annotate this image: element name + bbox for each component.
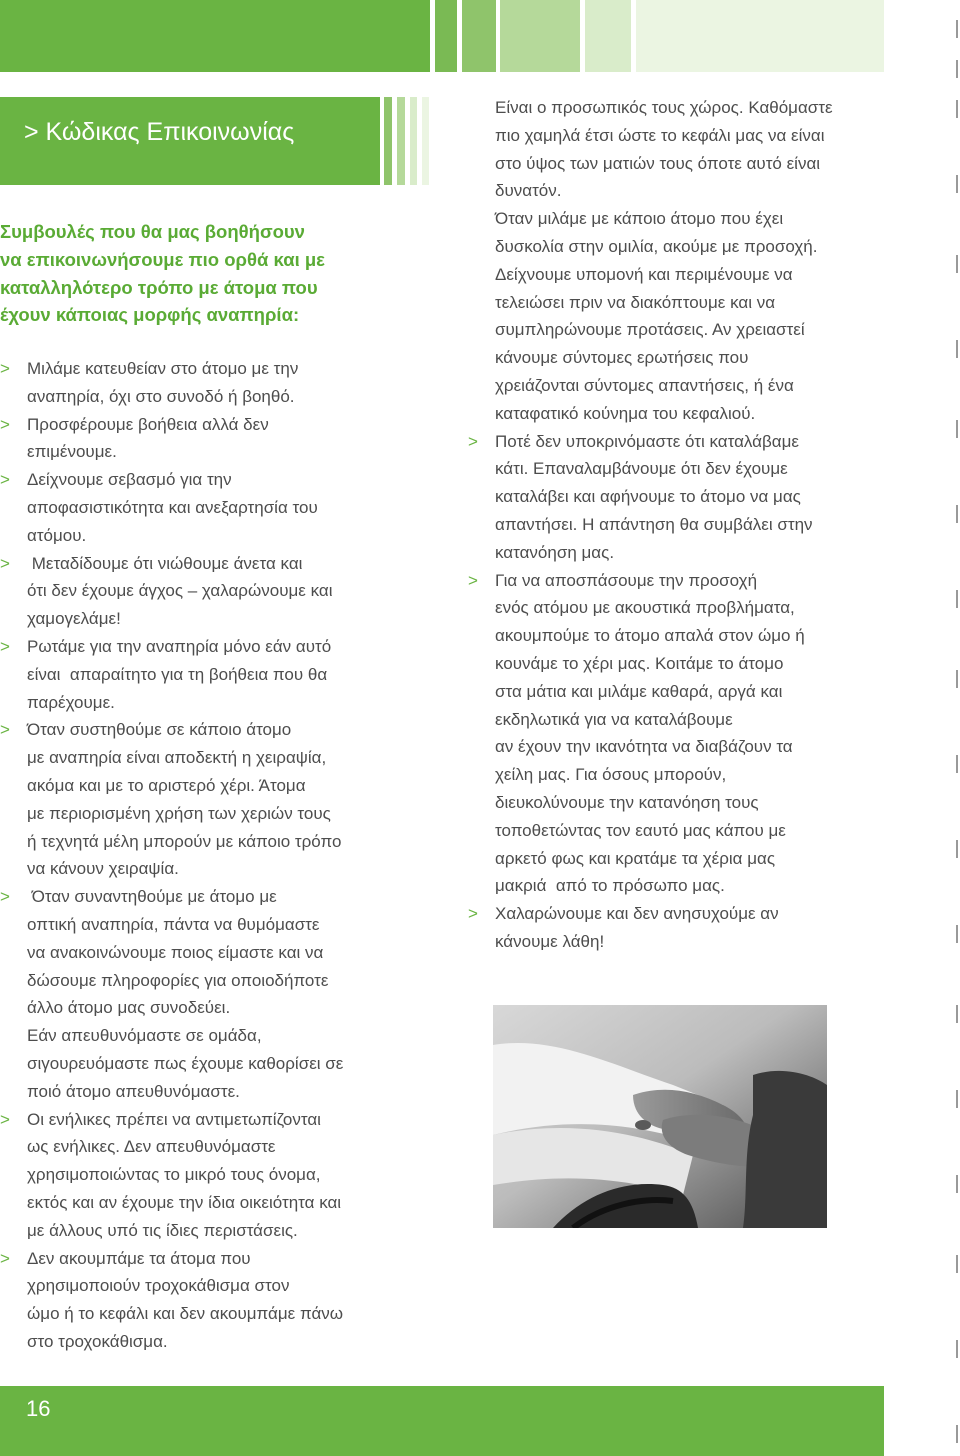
text-line: οπτική αναπηρία, πάντα να θυμόμαστε xyxy=(27,914,320,934)
text-line: Μεταδίδουμε ότι νιώθουμε άνετα και xyxy=(27,553,303,573)
section-title: > Κώδικας Επικοινωνίας xyxy=(24,117,295,146)
text-line: ποιό άτομο απευθυνόμαστε. xyxy=(27,1081,240,1101)
text-line: δυσκολία στην ομιλία, ακούμε με προσοχή. xyxy=(495,236,818,256)
text-line: στο ύψος των ματιών τους όποτε αυτό είναι xyxy=(495,153,821,173)
text-line: κατανόηση μας. xyxy=(495,542,615,562)
text-line: Δείχνουμε υπομονή και περιμένουμε να xyxy=(495,264,793,284)
bullet-arrow-icon: > xyxy=(0,887,10,907)
intro-line: έχουν κάποιας μορφής αναπηρία: xyxy=(0,304,300,326)
text-line: ότι δεν έχουμε άγχος – χαλαρώνουμε και xyxy=(27,581,333,601)
header-stripe-4 xyxy=(422,97,429,185)
text-line: Είναι ο προσωπικός τους χώρος. Καθόμαστε xyxy=(495,98,833,117)
text-line: εκτός και αν έχουμε την ίδια οικειότητα και xyxy=(27,1192,342,1212)
text-line: απαντήσει. Η απάντηση θα συμβάλει στην xyxy=(495,514,813,534)
top-bar-block-lightest xyxy=(636,0,884,72)
top-bar-block-medium xyxy=(462,0,496,72)
text-line: ως ενήλικες. Δεν απευθυνόμαστε xyxy=(27,1137,276,1157)
text-line: αν έχουν την ικανότητα να διαβάζουν τα xyxy=(495,737,793,757)
text-line: συμπληρώνουμε προτάσεις. Αν χρειαστεί xyxy=(495,320,805,340)
text-line: Όταν μιλάμε με κάποιο άτομο που έχει xyxy=(495,209,784,229)
bullet-arrow-icon: > xyxy=(0,553,10,573)
text-line: καταφατικό κούνημα του κεφαλιού. xyxy=(495,403,756,423)
photo-holding-hands xyxy=(493,1005,827,1228)
text-line: κάνουμε λάθη! xyxy=(495,931,605,951)
top-bar-block-dark xyxy=(0,0,430,72)
text-line: να κάνουν χειραψία. xyxy=(27,859,179,879)
text-line: παρέχουμε. xyxy=(27,692,115,712)
text-line: Χαλαρώνουμε και δεν ανησυχούμε αν xyxy=(495,904,779,924)
text-line: καταλάβει και αφήνουμε το άτομο να μας xyxy=(495,487,801,507)
text-line: διευκολύνουμε την κατανόηση τους xyxy=(495,792,759,812)
text-line: αναπηρία, όχι στο συνοδό ή βοηθό. xyxy=(27,386,295,406)
text-line: δώσουμε πληροφορίες για οποιοδήποτε xyxy=(27,970,329,990)
bullet-item xyxy=(0,883,410,1105)
bullet-arrow-icon: > xyxy=(0,636,10,656)
intro-line: Συμβουλές που θα μας βοηθήσουν xyxy=(0,221,305,242)
text-line: χρειάζονται σύντομες απαντήσεις, ή ένα xyxy=(495,375,794,395)
bullet-arrow-icon: > xyxy=(468,570,478,590)
bullet-arrow-icon: > xyxy=(0,470,10,490)
text-line: χαμογελάμε! xyxy=(27,609,121,629)
text-line: χείλη μας. Για όσους μπορούν, xyxy=(495,765,727,785)
text-line: πιο χαμηλά έτσι ώστε το κεφάλι μας να είναι xyxy=(495,125,825,145)
text-line: τοποθετώντας τον εαυτό μας κάπου με xyxy=(495,820,786,840)
text-line: Δείχνουμε σεβασμό για την xyxy=(27,470,232,490)
text-line: με άλλους υπό τις ίδιες περιστάσεις. xyxy=(27,1220,298,1240)
text-line: χρησιμοποιούν τροχοκάθισμα στον xyxy=(27,1276,290,1296)
text-line: Για να αποσπάσουμε την προσοχή xyxy=(495,570,758,590)
bullet-item xyxy=(468,567,888,901)
intro-line: καταλληλότερο τρόπο με άτομα που xyxy=(0,276,318,298)
header-stripe-2 xyxy=(397,97,405,185)
text-line: να ανακοινώνουμε ποιος είμαστε και να xyxy=(27,942,324,962)
bullet-arrow-icon: > xyxy=(0,1109,10,1129)
bullet-item xyxy=(0,716,410,883)
text-line: ατόμου. xyxy=(27,525,87,545)
section-header xyxy=(0,97,380,185)
text-line: Ρωτάμε για την αναπηρία μόνο εάν αυτό xyxy=(27,636,332,656)
text-line: τελειώσει πριν να διακόπτουμε και να xyxy=(495,292,776,312)
left-column xyxy=(0,355,410,1356)
hands-photo-illustration xyxy=(493,1005,827,1228)
top-bar-block-light xyxy=(500,0,580,72)
bullet-item xyxy=(0,466,410,549)
top-bar-stripe-1 xyxy=(435,0,457,72)
text-line: στο τροχοκάθισμα. xyxy=(27,1331,168,1351)
text-line: είναι απαραίτητο για τη βοήθεια που θα xyxy=(27,664,328,684)
paragraph xyxy=(468,94,888,428)
bullet-item xyxy=(0,633,410,716)
text-line: ακουμπούμε το άτομο απαλά στον ώμο ή xyxy=(495,626,805,646)
bullet-item xyxy=(468,900,888,956)
header-stripe-3 xyxy=(410,97,417,185)
text-line: Εάν απευθυνόμαστε σε ομάδα, xyxy=(27,1026,262,1046)
text-line: με αναπηρία είναι αποδεκτή η χειραψία, xyxy=(27,748,327,768)
top-bar-block-lighter xyxy=(585,0,631,72)
bullet-item xyxy=(468,428,888,567)
bullet-arrow-icon: > xyxy=(0,414,10,434)
bullet-arrow-icon: > xyxy=(468,431,478,451)
text-line: δυνατόν. xyxy=(495,181,562,201)
header-stripe-1 xyxy=(384,97,392,185)
text-line: Μιλάμε κατευθείαν στο άτομο με την xyxy=(27,359,299,378)
text-line: άλλο άτομο μας συνοδεύει. xyxy=(27,998,231,1018)
page-footer xyxy=(0,1386,884,1456)
text-line: κάτι. Επαναλαμβάνουμε ότι δεν έχουμε xyxy=(495,459,788,479)
text-line: εκδηλωτικά για να καταλάβουμε xyxy=(495,709,733,729)
text-line: Οι ενήλικες πρέπει να αντιμετωπίζονται xyxy=(27,1109,321,1129)
text-line: στα μάτια και μιλάμε καθαρά, αργά και xyxy=(495,681,783,701)
crop-marks xyxy=(950,0,960,1456)
text-line: ακόμα και με το αριστερό χέρι. Άτομα xyxy=(27,775,306,795)
bullet-item xyxy=(0,1245,410,1356)
text-line: αποφασιστικότητα και ανεξαρτησία του xyxy=(27,497,318,517)
text-line: Δεν ακουμπάμε τα άτομα που xyxy=(27,1248,251,1268)
page-number: 16 xyxy=(26,1396,51,1421)
bullet-arrow-icon: > xyxy=(0,359,10,378)
intro-heading xyxy=(0,218,400,329)
bullet-arrow-icon: > xyxy=(0,720,10,740)
text-line: σιγουρευόμαστε πως έχουμε καθορίσει σε xyxy=(27,1053,344,1073)
bullet-item xyxy=(0,355,410,411)
intro-line: να επικοινωνήσουμε πιο ορθά και με xyxy=(0,248,325,270)
text-line: αρκετό φως και κρατάμε τα χέρια μας xyxy=(495,848,776,868)
bullet-item xyxy=(0,411,410,467)
text-line: μακριά από το πρόσωπο μας. xyxy=(495,876,725,896)
text-line: Ποτέ δεν υποκρινόμαστε ότι καταλάβαμε xyxy=(495,431,799,451)
text-line: επιμένουμε. xyxy=(27,442,117,462)
bullet-item xyxy=(0,1106,410,1245)
text-line: κουνάμε το χέρι μας. Κοιτάμε το άτομο xyxy=(495,653,784,673)
text-line: χρησιμοποιώντας το μικρό τους όνομα, xyxy=(27,1165,321,1185)
text-line: ώμο ή το κεφάλι και δεν ακουμπάμε πάνω xyxy=(27,1304,344,1324)
text-line: ενός ατόμου με ακουστικά προβλήματα, xyxy=(495,598,795,618)
right-column xyxy=(468,94,888,956)
text-line: με περιορισμένη χρήση των χεριών τους xyxy=(27,803,331,823)
bullet-item xyxy=(0,550,410,633)
text-line: κάνουμε σύντομες ερωτήσεις που xyxy=(495,348,749,368)
bullet-arrow-icon: > xyxy=(0,1248,10,1268)
text-line: Προσφέρουμε βοήθεια αλλά δεν xyxy=(27,414,269,434)
text-line: Όταν συναντηθούμε με άτομο με xyxy=(27,887,277,907)
text-line: ή τεχνητά μέλη μπορούν με κάποιο τρόπο xyxy=(27,831,342,851)
text-line: Όταν συστηθούμε σε κάποιο άτομο xyxy=(27,720,292,740)
bullet-arrow-icon: > xyxy=(468,904,478,924)
